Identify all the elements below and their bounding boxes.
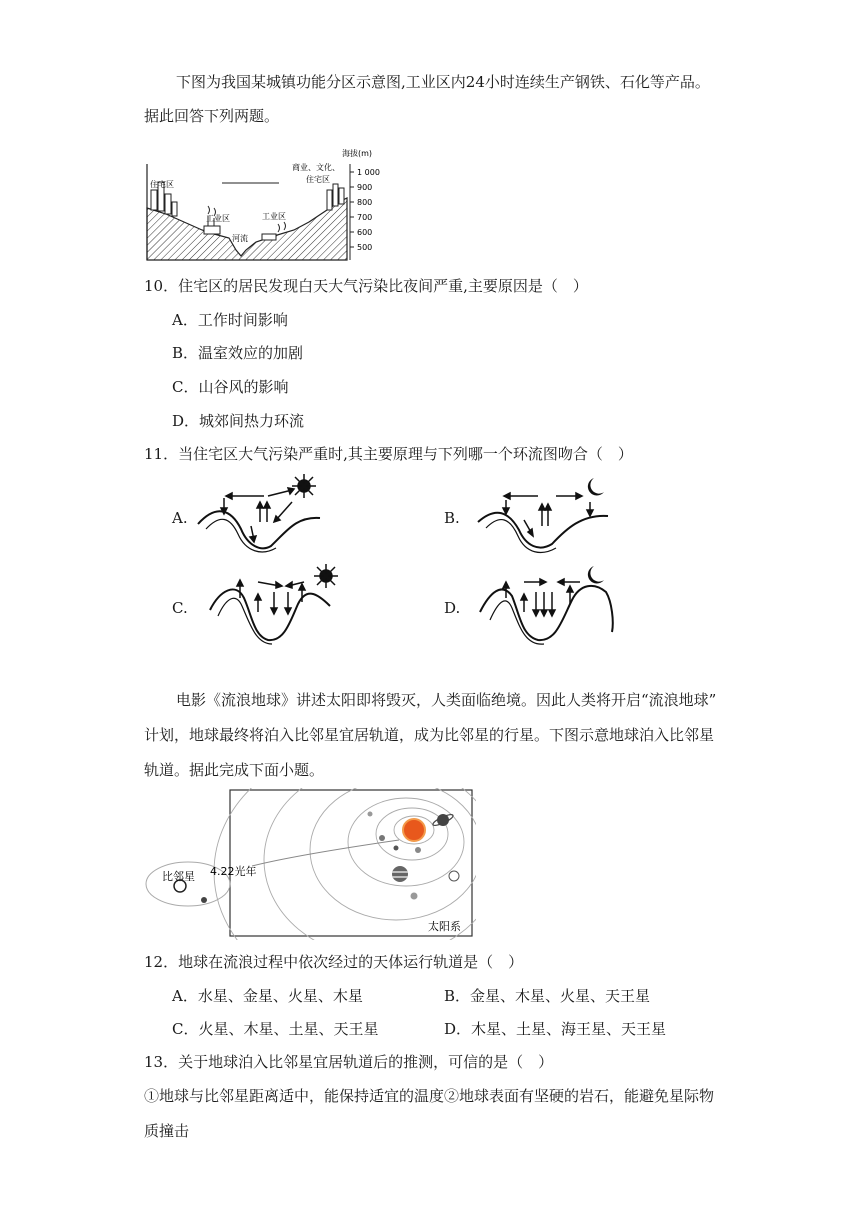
circulation-diagram-a (196, 474, 326, 554)
altitude-label: 海拔(m) (342, 149, 373, 158)
q10-option-c: C．山谷风的影响 (172, 378, 289, 396)
tick-900: 900 (357, 183, 373, 192)
q11-stem: 11．当住宅区大气污染严重时,其主要原理与下列哪一个环流图吻合（ ） (144, 445, 633, 463)
q11-label-a: A. (172, 509, 188, 527)
passage1-line1: 下图为我国某城镇功能分区示意图,工业区内24小时连续生产钢铁、石化等产品。 (176, 73, 710, 91)
label-river: 河流 (232, 234, 248, 243)
tick-700: 700 (357, 213, 373, 222)
passage2-line3: 轨道。据此完成下面小题。 (144, 761, 325, 779)
label-industry-right: 工业区 (262, 212, 286, 221)
circulation-diagram-c (206, 562, 346, 646)
circulation-diagram-d (476, 562, 618, 646)
label-proxima: 比邻星 (162, 870, 195, 883)
q11-label-b: B. (444, 509, 460, 527)
q13-line2: 质撞击 (144, 1122, 190, 1140)
q12-option-a: A．水星、金星、火星、木星 (172, 987, 363, 1005)
passage2-line2: 计划，地球最终将泊入比邻星宜居轨道，成为比邻星的行星。下图示意地球泊入比邻星 (144, 726, 715, 744)
q12-stem: 12．地球在流浪过程中依次经过的天体运行轨道是（ ） (144, 953, 524, 971)
passage1-line2: 据此回答下列两题。 (144, 107, 280, 125)
q12-option-b: B．金星、木星、火星、天王星 (444, 987, 651, 1005)
q12-option-d: D．木星、土星、海王星、天王星 (444, 1020, 667, 1038)
q13-stem: 13．关于地球泊入比邻星宜居轨道后的推测，可信的是（ ） (144, 1053, 554, 1071)
tick-600: 600 (357, 228, 373, 237)
label-industry-left: 工业区 (206, 214, 230, 223)
q11-label-c: C. (172, 599, 188, 617)
tick-800: 800 (357, 198, 373, 207)
wandering-earth-orbit-figure (144, 788, 476, 940)
tick-500: 500 (357, 243, 373, 252)
q13-line1: ①地球与比邻星距离适中，能保持适宜的温度②地球表面有坚硬的岩石，能避免星际物 (144, 1087, 715, 1105)
label-commercial-line2: 住宅区 (306, 175, 330, 184)
label-solar-system: 太阳系 (428, 920, 461, 933)
town-zoning-cross-section-figure (144, 142, 384, 264)
passage2-line1: 电影《流浪地球》讲述太阳即将毁灭，人类面临绝境。因此人类将开启“流浪地球” (176, 691, 717, 709)
circulation-diagram-b (474, 474, 614, 554)
q11-label-d: D. (444, 599, 461, 617)
q10-option-a: A．工作时间影响 (172, 311, 288, 329)
q10-option-d: D．城郊间热力环流 (172, 412, 305, 430)
label-residential: 住宅区 (150, 180, 174, 189)
label-commercial-line1: 商业、文化、 (292, 163, 340, 172)
q12-option-c: C．火星、木星、土星、天王星 (172, 1020, 379, 1038)
q10-stem: 10．住宅区的居民发现白天大气污染比夜间严重,主要原因是（ ） (144, 277, 588, 295)
q10-option-b: B．温室效应的加剧 (172, 344, 304, 362)
tick-1000: 1 000 (357, 168, 380, 177)
label-distance: 4.22光年 (210, 865, 257, 878)
